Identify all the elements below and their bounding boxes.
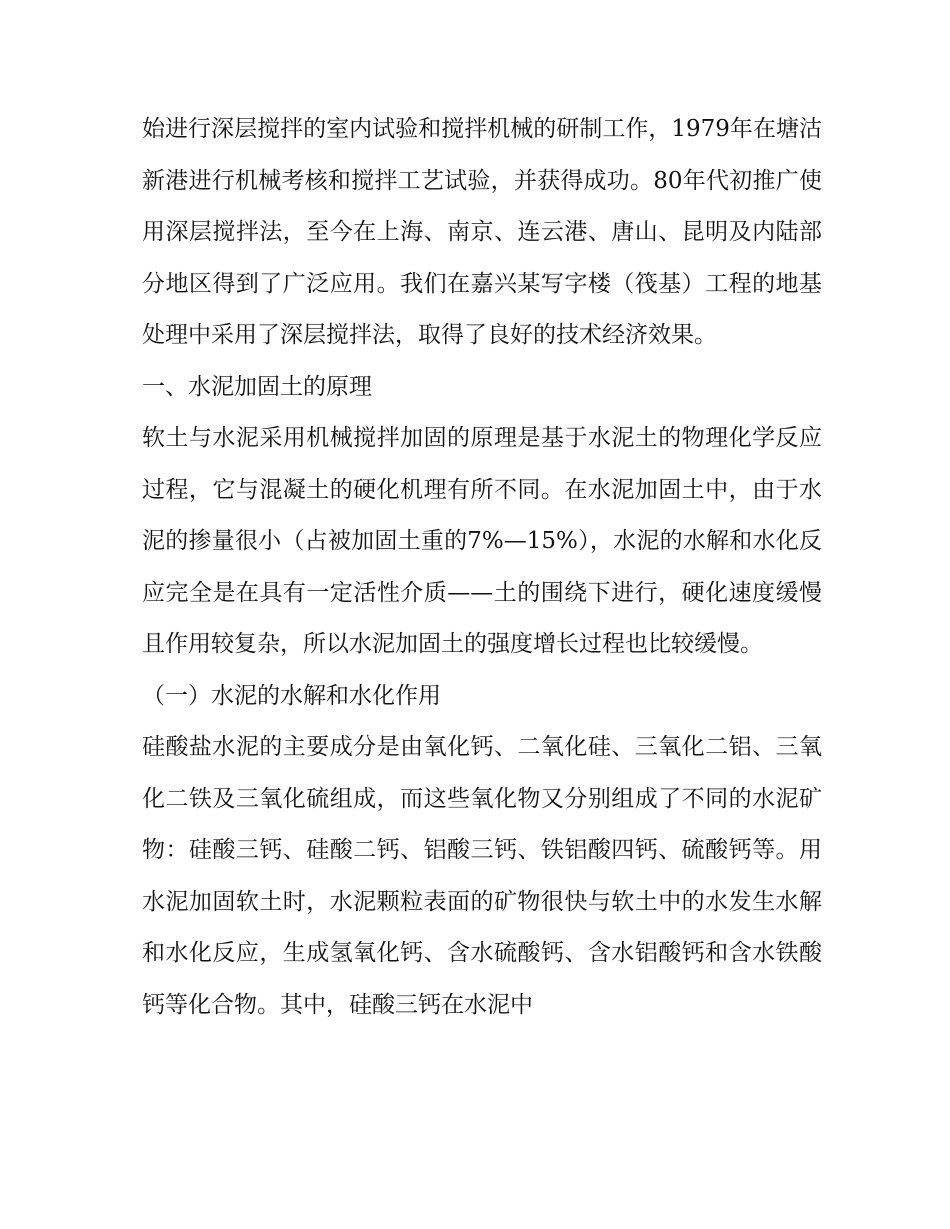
body-paragraph-hydrolysis: 硅酸盐水泥的主要成分是由氧化钙、二氧化硅、三氧化二铝、三氧化二铁及三氧化硫组成，而这些氧化物又分别组成了不同的水泥矿物：硅酸三钙、硅酸二钙、铝酸三钙、铁铝酸四钙、硫酸钙等。用水泥加固软土时，水泥颗粒表面的矿物很快与软土中的水发生水解和水化反应，生成氢氧化钙、含水硫酸钙、含水铝酸钙和含水铁酸钙等化合物。其中，硅酸三钙在水泥中 bbox=[142, 734, 822, 1018]
document-page bbox=[142, 104, 822, 1031]
section-heading-cement-soil-principle: 一、水泥加固土的原理 bbox=[142, 373, 372, 400]
body-paragraph-intro: 始进行深层搅拌的室内试验和搅拌机械的研制工作，1979年在塘沽新港进行机械考核和搅拌工艺试验，并获得成功。80年代初推广使用深层搅拌法，至今在上海、南京、连云港、唐山、昆明及内陆部分地区得到了广泛应用。我们在嘉兴某写字楼（筏基）工程的地基处理中采用了深层搅拌法，取得了良好的技术经济效果。 bbox=[142, 116, 822, 348]
subsection-heading-hydrolysis: （一）水泥的水解和水化作用 bbox=[142, 682, 441, 709]
body-paragraph-principle: 软土与水泥采用机械搅拌加固的原理是基于水泥土的物理化学反应过程，它与混凝土的硬化机理有所不同。在水泥加固土中，由于水泥的掺量很小（占被加固土重的7%—15%），水泥的水解和水化反应完全是在具有一定活性介质——土的围绕下进行，硬化速度缓慢且作用较复杂，所以水泥加固土的强度增长过程也比较缓慢。 bbox=[142, 425, 822, 657]
